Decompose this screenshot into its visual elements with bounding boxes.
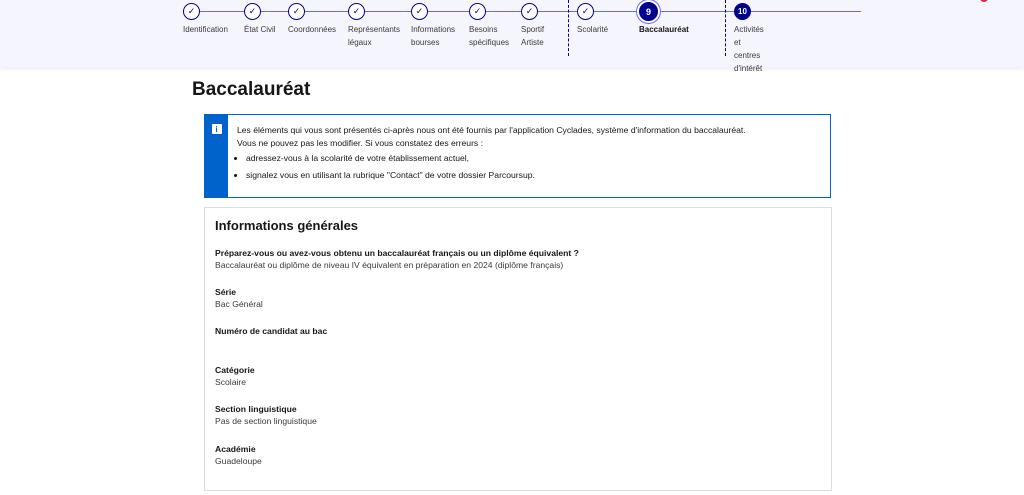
notice-bullet: • adressez-vous à la scolarité de votre établissement actuel, — [246, 152, 746, 165]
notice-bar — [205, 115, 228, 197]
field-academie — [215, 443, 262, 467]
info-notice — [204, 114, 831, 198]
step-activites[interactable] — [734, 3, 764, 73]
step-label: État Civil — [244, 25, 276, 34]
notice-line: Vous ne pouvez pas les modifier. Si vous constatez des erreurs : — [237, 138, 484, 148]
check-icon: ✓ — [288, 3, 305, 20]
field-bac-type — [215, 247, 579, 271]
step-label: Scolarité — [577, 25, 609, 34]
field-categorie — [215, 364, 255, 388]
corner-decoration — [980, 0, 988, 2]
step-scolarite[interactable] — [577, 3, 609, 34]
step-label: Besoins spécifiques — [469, 25, 510, 47]
step-representants[interactable] — [348, 3, 401, 47]
field-candidate-number — [215, 325, 327, 337]
step-label: Coordonnées — [288, 25, 337, 34]
step-label: Activités et centres d'intérêt — [734, 25, 764, 73]
field-label: Section linguistique — [215, 404, 297, 414]
step-besoins[interactable] — [469, 3, 510, 47]
check-icon: ✓ — [577, 3, 594, 20]
field-value: Bac Général — [215, 299, 263, 309]
info-icon: i — [212, 124, 222, 134]
step-label: Représentants légaux — [348, 25, 401, 47]
notice-body — [228, 115, 746, 197]
check-icon: ✓ — [348, 3, 365, 20]
field-label: Préparez-vous ou avez-vous obtenu un baccalauréat français ou un diplôme équivalent ? — [215, 248, 579, 258]
field-section-linguistique — [215, 403, 317, 427]
field-value: Guadeloupe — [215, 456, 262, 466]
notice-bullet: • signalez vous en utilisant la rubrique "Contact" de votre dossier Parcoursup. — [246, 169, 746, 182]
field-serie — [215, 286, 263, 310]
step-number-badge: 10 — [734, 3, 751, 20]
field-label: Série — [215, 287, 237, 297]
field-label: Académie — [215, 444, 256, 454]
stepper-divider — [725, 0, 726, 56]
field-value: Baccalauréat ou diplôme de niveau IV équivalent en préparation en 2024 (diplôme français) — [215, 260, 564, 270]
step-etat-civil[interactable] — [244, 3, 276, 34]
field-label: Catégorie — [215, 365, 255, 375]
notice-line: Les éléments qui vous sont présentés ci-après nous ont été fournis par l'application Cyclades, système d'information du baccalauréat. — [237, 125, 746, 135]
field-label: Numéro de candidat au bac — [215, 326, 328, 336]
step-coordonnees[interactable] — [288, 3, 337, 34]
step-label: Identification — [183, 25, 228, 34]
step-label: Baccalauréat — [639, 25, 689, 34]
page-title: Baccalauréat — [192, 79, 311, 100]
notice-list — [237, 152, 746, 182]
step-number-badge: 9 — [639, 2, 658, 21]
check-icon: ✓ — [469, 3, 486, 20]
step-sportif[interactable] — [521, 3, 545, 47]
step-label: Informations bourses — [411, 25, 456, 47]
step-bourses[interactable] — [411, 3, 456, 47]
check-icon: ✓ — [244, 3, 261, 20]
check-icon: ✓ — [521, 3, 538, 20]
card-title: Informations générales — [215, 218, 359, 233]
check-icon: ✓ — [411, 3, 428, 20]
step-label: Sportif Artiste — [521, 25, 545, 47]
general-info-card — [204, 207, 832, 491]
check-icon: ✓ — [183, 3, 200, 20]
field-value: Pas de section linguistique — [215, 416, 317, 426]
stepper-divider — [568, 0, 569, 56]
field-value: Scolaire — [215, 377, 247, 387]
step-identification[interactable] — [183, 3, 228, 34]
step-baccalaureat[interactable] — [639, 3, 689, 34]
stepper — [0, 0, 1024, 73]
